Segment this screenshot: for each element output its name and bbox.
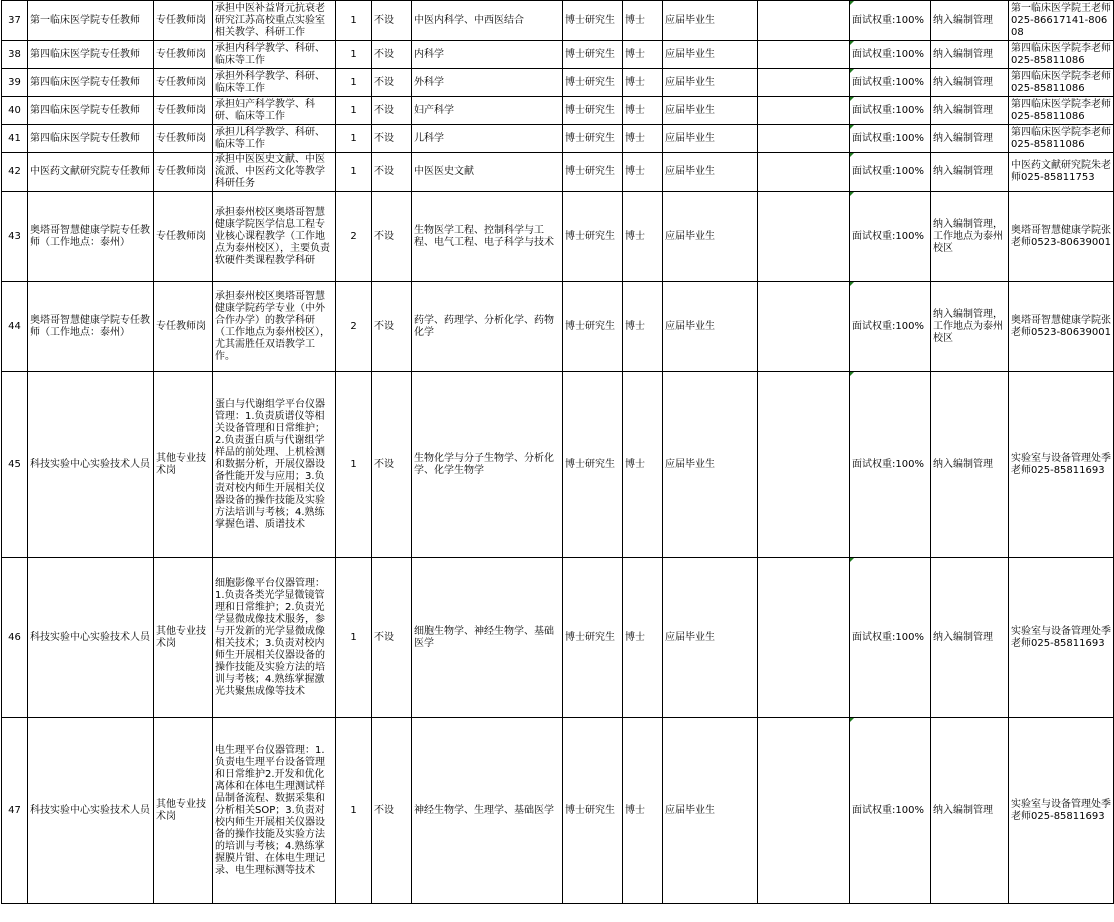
cell-nature: 纳入编制管理 [931,125,1009,153]
cell-education: 博士研究生 [563,153,623,192]
cell-number: 37 [2,1,28,41]
cell-degree: 博士 [623,372,663,558]
cell-degree: 博士 [623,718,663,904]
cell-unit: 科技实验中心实验技术人员 [28,718,154,904]
cell-source: 应届毕业生 [663,69,758,97]
cell-education: 博士研究生 [563,41,623,69]
cell-nature: 纳入编制管理 [931,1,1009,41]
cell-nature: 纳入编制管理 [931,41,1009,69]
cell-post-type: 其他专业技术岗 [154,558,213,718]
cell-contact: 中医药文献研究院朱老师025-85811753 [1009,153,1114,192]
cell-number: 43 [2,192,28,282]
cell-number: 46 [2,558,28,718]
cell-age: 不设 [372,558,412,718]
cell-source: 应届毕业生 [663,41,758,69]
cell-other [758,192,850,282]
cell-degree: 博士 [623,1,663,41]
cell-post-type: 专任教师岗 [154,125,213,153]
cell-count: 1 [336,97,372,125]
cell-source: 应届毕业生 [663,282,758,372]
cell-source: 应届毕业生 [663,125,758,153]
cell-major: 内科学 [412,41,563,69]
cell-education: 博士研究生 [563,282,623,372]
cell-number: 42 [2,153,28,192]
cell-number: 47 [2,718,28,904]
cell-unit: 奥塔哥智慧健康学院专任教师（工作地点：泰州） [28,192,154,282]
cell-weight: 面试权重:100% [850,1,931,41]
table-row [2,69,1114,97]
cell-duty: 承担妇产科学教学、科研、临床等工作 [213,97,336,125]
cell-other [758,97,850,125]
cell-weight: 面试权重:100% [850,372,931,558]
cell-post-type: 专任教师岗 [154,153,213,192]
cell-age: 不设 [372,192,412,282]
cell-education: 博士研究生 [563,97,623,125]
cell-education: 博士研究生 [563,192,623,282]
cell-post-type: 专任教师岗 [154,97,213,125]
cell-duty: 电生理平台仪器管理：1.负责电生理平台设备管理和日常维护2.开发和优化离体和在体电生理测试样品制备流程、数据采集和分析相关SOP；3.负责对校内师生开展相关仪器设备的操作技能及实验方法的培训与考核；4.熟练掌握膜片钳、在体电生理记录、电生理标测等技术 [213,718,336,904]
cell-contact: 第四临床医学院李老师025-85811086 [1009,69,1114,97]
cell-age: 不设 [372,41,412,69]
cell-weight: 面试权重:100% [850,192,931,282]
cell-weight: 面试权重:100% [850,558,931,718]
cell-duty: 承担内科学教学、科研、临床等工作 [213,41,336,69]
cell-source: 应届毕业生 [663,718,758,904]
cell-post-type: 专任教师岗 [154,69,213,97]
cell-duty: 承担中医补益肾元抗衰老研究江苏高校重点实验室相关教学、科研工作 [213,1,336,41]
cell-source: 应届毕业生 [663,1,758,41]
cell-count: 2 [336,282,372,372]
cell-other [758,125,850,153]
cell-major: 神经生物学、生理学、基础医学 [412,718,563,904]
cell-duty: 承担外科学教学、科研、临床等工作 [213,69,336,97]
cell-count: 1 [336,125,372,153]
cell-major: 中医内科学、中西医结合 [412,1,563,41]
cell-major: 外科学 [412,69,563,97]
cell-nature: 纳入编制管理 [931,372,1009,558]
cell-source: 应届毕业生 [663,558,758,718]
cell-weight: 面试权重:100% [850,153,931,192]
cell-degree: 博士 [623,125,663,153]
cell-contact: 奥塔哥智慧健康学院张老师0523-80639001 [1009,192,1114,282]
table-row [2,125,1114,153]
cell-count: 1 [336,718,372,904]
cell-count: 2 [336,192,372,282]
cell-contact: 实验室与设备管理处季老师025-85811693 [1009,718,1114,904]
cell-age: 不设 [372,372,412,558]
cell-unit: 科技实验中心实验技术人员 [28,558,154,718]
table-row [2,718,1114,904]
cell-major: 细胞生物学、神经生物学、基础医学 [412,558,563,718]
cell-education: 博士研究生 [563,125,623,153]
cell-contact: 第四临床医学院李老师025-85811086 [1009,41,1114,69]
cell-contact: 第四临床医学院李老师025-85811086 [1009,125,1114,153]
cell-education: 博士研究生 [563,558,623,718]
cell-major: 生物医学工程、控制科学与工程、电气工程、电子科学与技术 [412,192,563,282]
recruitment-table [1,0,1114,904]
cell-nature: 纳入编制管理 [931,97,1009,125]
cell-major: 儿科学 [412,125,563,153]
cell-source: 应届毕业生 [663,153,758,192]
cell-duty: 承担泰州校区奥塔哥智慧健康学院药学专业（中外合作办学）的教学科研（工作地点为泰州校区），尤其需胜任双语教学工作。 [213,282,336,372]
cell-nature: 纳入编制管理 [931,558,1009,718]
table-row [2,97,1114,125]
cell-count: 1 [336,153,372,192]
cell-unit: 中医药文献研究院专任教师 [28,153,154,192]
cell-major: 妇产科学 [412,97,563,125]
cell-contact: 第一临床医学院王老师025-86617141-80608 [1009,1,1114,41]
table-row [2,372,1114,558]
cell-post-type: 其他专业技术岗 [154,372,213,558]
table-row [2,282,1114,372]
cell-number: 45 [2,372,28,558]
cell-contact: 实验室与设备管理处季老师025-85811693 [1009,558,1114,718]
cell-nature: 纳入编制管理 [931,718,1009,904]
cell-other [758,1,850,41]
cell-duty: 承担中医医史文献、中医流派、中医药文化等教学科研任务 [213,153,336,192]
cell-nature: 纳入编制管理，工作地点为泰州校区 [931,282,1009,372]
cell-nature: 纳入编制管理 [931,69,1009,97]
table-row [2,1,1114,41]
cell-education: 博士研究生 [563,372,623,558]
table-row [2,192,1114,282]
cell-age: 不设 [372,153,412,192]
cell-source: 应届毕业生 [663,192,758,282]
cell-age: 不设 [372,282,412,372]
cell-unit: 第四临床医学院专任教师 [28,97,154,125]
table-row [2,153,1114,192]
cell-number: 39 [2,69,28,97]
cell-post-type: 专任教师岗 [154,1,213,41]
cell-other [758,372,850,558]
cell-age: 不设 [372,69,412,97]
cell-major: 生物化学与分子生物学、分析化学、化学生物学 [412,372,563,558]
cell-education: 博士研究生 [563,1,623,41]
cell-weight: 面试权重:100% [850,718,931,904]
cell-education: 博士研究生 [563,718,623,904]
cell-age: 不设 [372,718,412,904]
cell-count: 1 [336,558,372,718]
cell-post-type: 专任教师岗 [154,192,213,282]
cell-degree: 博士 [623,192,663,282]
cell-number: 44 [2,282,28,372]
cell-degree: 博士 [623,153,663,192]
cell-count: 1 [336,372,372,558]
cell-unit: 科技实验中心实验技术人员 [28,372,154,558]
cell-major: 药学、药理学、分析化学、药物化学 [412,282,563,372]
cell-age: 不设 [372,97,412,125]
cell-source: 应届毕业生 [663,372,758,558]
cell-weight: 面试权重:100% [850,97,931,125]
cell-source: 应届毕业生 [663,97,758,125]
cell-other [758,558,850,718]
cell-duty: 承担泰州校区奥塔哥智慧健康学院医学信息工程专业核心课程教学（工作地点为泰州校区），主要负责软硬件类课程教学科研 [213,192,336,282]
cell-unit: 第一临床医学院专任教师 [28,1,154,41]
cell-contact: 奥塔哥智慧健康学院张老师0523-80639001 [1009,282,1114,372]
cell-degree: 博士 [623,97,663,125]
cell-unit: 第四临床医学院专任教师 [28,41,154,69]
cell-age: 不设 [372,125,412,153]
cell-number: 41 [2,125,28,153]
cell-unit: 奥塔哥智慧健康学院专任教师（工作地点：泰州） [28,282,154,372]
cell-weight: 面试权重:100% [850,41,931,69]
cell-weight: 面试权重:100% [850,282,931,372]
cell-post-type: 其他专业技术岗 [154,718,213,904]
cell-duty: 蛋白与代谢组学平台仪器管理：1.负责质谱仪等相关设备管理和日常维护；2.负责蛋白质与代谢组学样品的前处理、上机检测和数据分析，开展仪器设备性能开发与应用；3.负责对校内师生开展相关仪器设备的操作技能及实验方法培训与考核；4.熟练掌握色谱、质谱技术 [213,372,336,558]
cell-unit: 第四临床医学院专任教师 [28,125,154,153]
cell-degree: 博士 [623,41,663,69]
cell-number: 38 [2,41,28,69]
cell-number: 40 [2,97,28,125]
cell-count: 1 [336,1,372,41]
cell-nature: 纳入编制管理 [931,153,1009,192]
cell-other [758,69,850,97]
table-row [2,558,1114,718]
table-row [2,41,1114,69]
cell-count: 1 [336,69,372,97]
cell-post-type: 专任教师岗 [154,282,213,372]
cell-degree: 博士 [623,69,663,97]
cell-weight: 面试权重:100% [850,125,931,153]
cell-other [758,282,850,372]
cell-degree: 博士 [623,558,663,718]
cell-nature: 纳入编制管理，工作地点为泰州校区 [931,192,1009,282]
cell-major: 中医医史文献 [412,153,563,192]
cell-duty: 承担儿科学教学、科研、临床等工作 [213,125,336,153]
cell-contact: 第四临床医学院李老师025-85811086 [1009,97,1114,125]
cell-post-type: 专任教师岗 [154,41,213,69]
cell-contact: 实验室与设备管理处季老师025-85811693 [1009,372,1114,558]
cell-duty: 细胞影像平台仪器管理：1.负责各类光学显微镜管理和日常维护；2.负责光学显微成像技术服务，参与开发新的光学显微成像相关技术；3.负责对校内师生开展相关仪器设备的操作技能及实验方法的培训与考核；4.熟练掌握激光共聚焦成像等技术 [213,558,336,718]
cell-unit: 第四临床医学院专任教师 [28,69,154,97]
cell-other [758,153,850,192]
cell-degree: 博士 [623,282,663,372]
cell-count: 1 [336,41,372,69]
cell-other [758,41,850,69]
cell-other [758,718,850,904]
cell-weight: 面试权重:100% [850,69,931,97]
cell-education: 博士研究生 [563,69,623,97]
cell-age: 不设 [372,1,412,41]
